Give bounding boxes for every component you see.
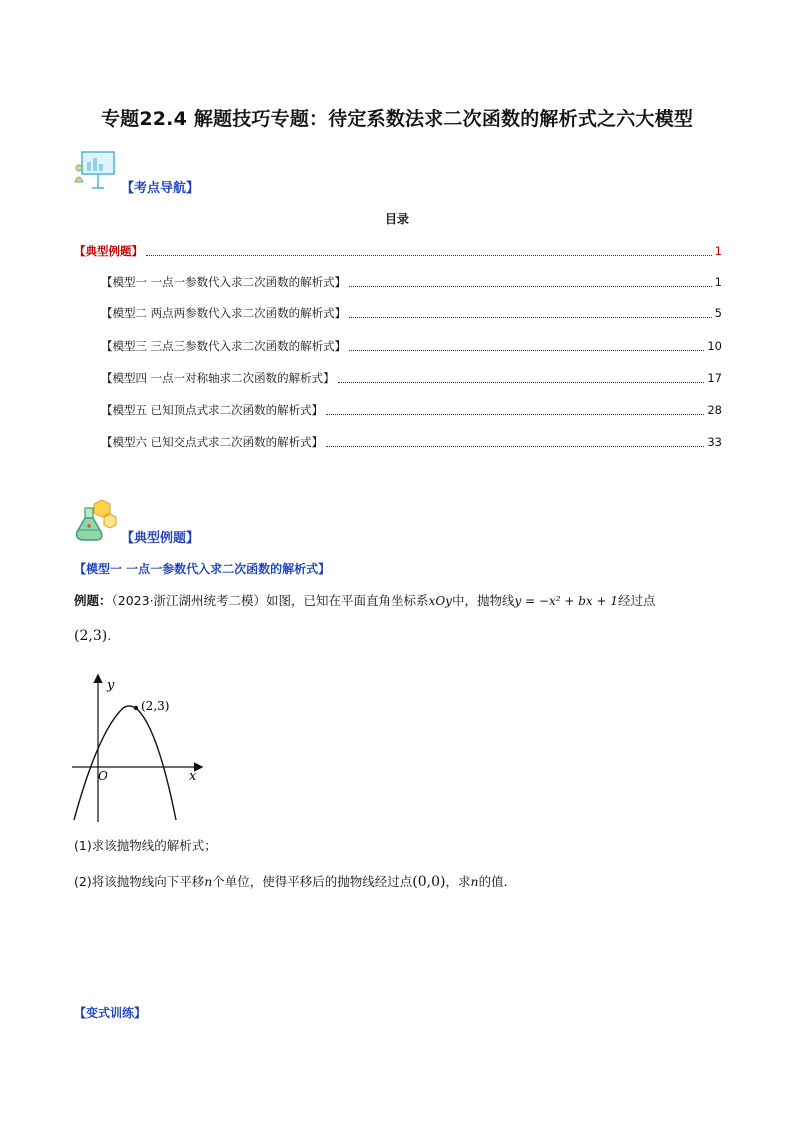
toc-entry[interactable] xyxy=(101,305,722,321)
toc-entry-page: 17 xyxy=(707,371,722,385)
q2-part-a: (2)将该抛物线向下平移 xyxy=(74,874,205,889)
toc-leader-dots xyxy=(349,316,712,318)
document-title: 专题22.4 解题技巧专题：待定系数法求二次函数的解析式之六大模型 xyxy=(100,108,694,130)
examples-heading: 【典型例题】 xyxy=(121,531,200,546)
example-suffix: 经过点 xyxy=(618,593,656,608)
toc-entry-label: 【模型五 已知顶点式求二次函数的解析式】 xyxy=(101,403,324,417)
toc-leader-dots xyxy=(146,254,712,256)
example-mid: 中，抛物线 xyxy=(451,593,515,608)
x-axis-label: x xyxy=(189,769,197,784)
toc-entry-label: 【模型二 两点两参数代入求二次函数的解析式】 xyxy=(101,306,347,320)
example-statement xyxy=(74,591,656,609)
toc-entry-page: 5 xyxy=(714,306,722,320)
y-axis-label: y xyxy=(107,678,115,693)
nav-heading: 【考点导航】 xyxy=(121,181,200,196)
origin-label: O xyxy=(98,769,108,783)
parabola-figure xyxy=(68,670,208,830)
q2-variable-n2: n xyxy=(470,874,479,889)
toc-leader-dots xyxy=(338,381,705,383)
q2-point: (0,0) xyxy=(412,874,446,890)
point-label: (2,3) xyxy=(141,699,170,713)
toc-entry[interactable] xyxy=(101,370,722,386)
toc-main-page: 1 xyxy=(714,244,722,258)
toc-heading: 目录 xyxy=(384,212,409,226)
presentation-board-icon xyxy=(74,150,118,190)
q2-part-b: 个单位，使得平移后的抛物线经过点 xyxy=(212,874,413,889)
toc-main-entry[interactable] xyxy=(74,243,722,259)
q2-part-d: 的值． xyxy=(478,874,517,889)
toc-entry-label: 【模型一 一点一参数代入求二次函数的解析式】 xyxy=(101,275,347,289)
variant-heading: 【变式训练】 xyxy=(74,1006,147,1020)
question-2 xyxy=(74,872,516,890)
toc-entry[interactable] xyxy=(101,338,722,354)
toc-entry-label: 【模型六 已知交点式求二次函数的解析式】 xyxy=(101,435,324,449)
toc-entry-page: 28 xyxy=(707,403,722,417)
toc-entry[interactable] xyxy=(101,274,722,290)
point-marker xyxy=(134,706,138,710)
toc-entry-label: 【模型四 一点一对称轴求二次函数的解析式】 xyxy=(101,371,335,385)
example-end: . xyxy=(107,628,112,643)
q2-part-c: ，求 xyxy=(445,874,471,889)
toc-entry[interactable] xyxy=(101,402,722,418)
toc-entry-label: 【模型三 三点三参数代入求二次函数的解析式】 xyxy=(101,339,347,353)
toc-entry-page: 10 xyxy=(707,339,722,353)
toc-leader-dots xyxy=(326,413,704,415)
toc-entry-page: 33 xyxy=(707,435,722,449)
model1-heading: 【模型一 一点一参数代入求二次函数的解析式】 xyxy=(74,562,331,576)
toc-leader-dots xyxy=(326,445,704,447)
example-point: (2,3) xyxy=(74,628,108,644)
parabola-formula: y = −x² + bx + 1 xyxy=(514,594,619,608)
toc-leader-dots xyxy=(349,349,704,351)
parabola-curve xyxy=(74,706,176,820)
toc-leader-dots xyxy=(349,285,712,287)
example-prefix: 例题： xyxy=(74,593,112,608)
coordinate-system: xOy xyxy=(428,594,452,608)
question-1: (1)求该抛物线的解析式； xyxy=(74,838,217,853)
q2-variable-n: n xyxy=(204,874,213,889)
toc-main-label: 【典型例题】 xyxy=(74,244,143,258)
example-point-line xyxy=(74,628,111,644)
toc-entry-page: 1 xyxy=(714,275,722,289)
example-source: （2023·浙江湖州统考二模）如图，已知在平面直角坐标系 xyxy=(111,593,429,608)
flask-icon xyxy=(72,498,118,544)
toc-entry[interactable] xyxy=(101,434,722,450)
